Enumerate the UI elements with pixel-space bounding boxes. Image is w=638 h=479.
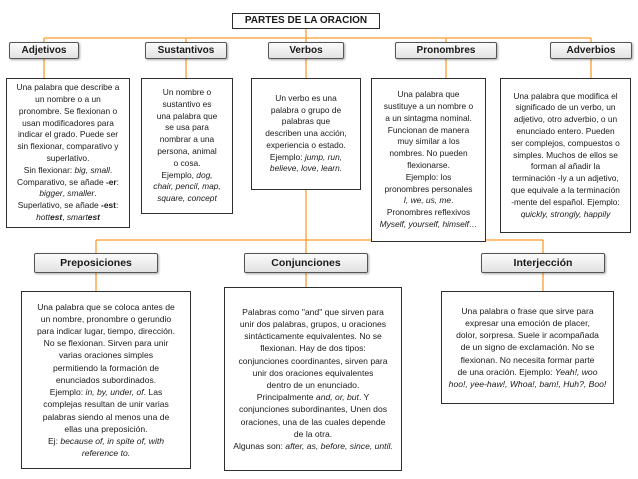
description-line (446, 305, 609, 317)
text-run: sustantivo es (162, 98, 212, 109)
text-run: . (109, 164, 113, 175)
text-run: hott (36, 211, 51, 222)
category-interjeccion (481, 253, 605, 273)
text-run: Una palabra que se coloca antes de (37, 301, 175, 312)
description-line (376, 113, 481, 125)
category-adjetivos (9, 42, 79, 59)
text-run: est (87, 211, 100, 222)
description-line (229, 355, 397, 367)
text-run: because of, in spite of, with (60, 435, 165, 446)
description-line (376, 195, 481, 207)
category-adverbios (550, 42, 632, 59)
text-run: Ejemplo, (161, 169, 197, 180)
description-line (11, 129, 125, 141)
text-run: una palabra que (156, 110, 218, 121)
description-line (146, 87, 228, 99)
text-run: Comparativo, se añade (17, 176, 106, 187)
text-run: Una palabra que (397, 89, 460, 100)
text-run: nombrar a una (159, 134, 215, 145)
description-line (146, 134, 228, 146)
category-label: Sustantivos (157, 45, 215, 56)
category-label: Verbos (289, 45, 323, 56)
text-run: -mente del español. Ejemplo: (511, 196, 620, 207)
description-line (229, 440, 397, 452)
text-run: expresar una emoción de placer, (465, 317, 590, 328)
text-run: Ej: (47, 435, 61, 446)
text-run: Ejemplo: los (405, 171, 452, 182)
text-run: Yeah!, woo (554, 366, 598, 377)
description-line (505, 114, 626, 126)
description-line (146, 99, 228, 111)
category-label: Conjunciones (271, 257, 341, 269)
description-line (11, 212, 125, 224)
text-run: Superlativo, se añade (17, 200, 102, 211)
text-run: Palabras como "and" que sirven para (242, 306, 384, 317)
diagram-title-text: PARTES DE LA ORACION (244, 15, 368, 26)
category-preposiciones (34, 253, 158, 273)
description-adjetivos (6, 78, 130, 228)
description-line (505, 102, 626, 114)
category-verbos (268, 42, 344, 59)
text-run: a un sintagma nominal. (385, 112, 472, 123)
text-run: -est (101, 200, 116, 211)
text-run: unir dos palabras, grupos, u oraciones (239, 318, 387, 329)
description-line (376, 160, 481, 172)
text-run: flexionan. Hay de dos tipos: (260, 343, 366, 354)
description-line (26, 374, 186, 386)
description-line (446, 378, 609, 390)
text-run: , (62, 188, 68, 199)
description-preposiciones (21, 291, 191, 469)
description-line (11, 94, 125, 106)
text-run: conjunciones subordinantes, Unen dos (238, 404, 388, 415)
description-line (11, 188, 125, 200)
text-run: se usa para (165, 122, 209, 133)
description-line (376, 101, 481, 113)
text-run: : (116, 176, 119, 187)
text-run: Una palabra o frase que sirve para (461, 305, 594, 316)
text-run: usan modificadores para (22, 117, 114, 128)
category-conjunciones (244, 253, 368, 273)
description-line (256, 152, 356, 164)
text-run: Un verbo es una (275, 92, 337, 103)
description-pronombres (371, 78, 486, 242)
description-line (26, 386, 186, 398)
description-line (376, 172, 481, 184)
text-run: smaller (67, 188, 95, 199)
description-line (229, 342, 397, 354)
text-run: Funcionan de manera (387, 124, 470, 135)
text-run: complejas resultan de unir varias (43, 399, 169, 410)
description-line (229, 391, 397, 403)
text-run: que equivale a la terminación (511, 184, 620, 195)
text-run: permitiendo la formación de (52, 362, 160, 373)
description-sustantivos (141, 78, 233, 214)
description-line (26, 423, 186, 435)
description-line (256, 105, 356, 117)
text-run: pronombres personales (384, 183, 473, 194)
text-run: dolor, sorpresa. Suele ir acompañada (456, 330, 599, 341)
description-conjunciones (224, 287, 402, 471)
description-line (26, 447, 186, 459)
description-line (26, 362, 186, 374)
text-run: quickly, strongly, happily (520, 208, 611, 219)
text-run: big, small (74, 164, 110, 175)
description-line (11, 106, 125, 118)
description-line (256, 116, 356, 128)
text-run: nombres. No pueden (389, 148, 468, 159)
description-line (229, 403, 397, 415)
text-run: forman al añadir la (530, 161, 601, 172)
description-line (229, 367, 397, 379)
description-line (256, 163, 356, 175)
text-run: de un signo de exclamación. No se (460, 342, 595, 353)
description-line (26, 325, 186, 337)
description-line (146, 158, 228, 170)
text-run: after, as, before, since, until. (285, 441, 393, 452)
text-run: Un nombre o (162, 87, 212, 98)
text-run: simples. Muchos de ellos se (513, 149, 618, 160)
text-run: o cosa. (173, 157, 201, 168)
description-line (229, 416, 397, 428)
description-line (11, 153, 125, 165)
diagram-title (232, 13, 380, 29)
text-run: reference to. (81, 448, 131, 459)
text-run: Principalmente (256, 392, 316, 403)
description-line (505, 161, 626, 173)
description-line (446, 317, 609, 329)
description-line (256, 128, 356, 140)
description-line (505, 138, 626, 150)
description-line (11, 141, 125, 153)
description-interjeccion (441, 291, 614, 404)
description-line (376, 207, 481, 219)
description-line (376, 219, 481, 231)
text-run: ellas una preposición. (64, 423, 148, 434)
description-line (229, 318, 397, 330)
text-run: chair, pencil, map, (153, 181, 221, 192)
text-run: de una oración. Ejemplo: (457, 366, 555, 377)
description-line (376, 184, 481, 196)
text-run: palabra o grupo de (270, 104, 342, 115)
description-line (146, 146, 228, 158)
text-run: smart (66, 211, 88, 222)
description-line (229, 428, 397, 440)
text-run: palabras que (281, 116, 331, 127)
category-pronombres (395, 42, 497, 59)
text-run: believe, love, learn. (269, 163, 343, 174)
text-run: significado de un verbo, un (515, 102, 616, 113)
description-line (26, 337, 186, 349)
category-label: Interjección (513, 257, 573, 269)
text-run: enunciados subordinados. (55, 374, 157, 385)
text-run: de la otra. (293, 428, 333, 439)
description-line (11, 165, 125, 177)
text-run: . (94, 188, 97, 199)
text-run: . (451, 195, 454, 206)
category-label: Adjetivos (21, 45, 67, 56)
description-adverbios (500, 78, 631, 233)
description-line (256, 93, 356, 105)
text-run: Ejemplo: (269, 151, 305, 162)
description-verbos (251, 78, 361, 190)
text-run: describen una acción, (265, 128, 347, 139)
description-line (446, 341, 609, 353)
description-line (505, 197, 626, 209)
description-line (26, 411, 186, 423)
text-run: in, by, under, of (85, 387, 144, 398)
description-line (26, 313, 186, 325)
category-label: Pronombres (416, 45, 476, 56)
text-run: varias oraciones simples (58, 350, 154, 361)
text-run: Pronombres reflexivos (386, 207, 471, 218)
category-sustantivos (145, 42, 227, 59)
text-run: -er (105, 176, 117, 187)
text-run: sintácticamente equivalentes. No se (244, 331, 382, 342)
text-run: : (115, 200, 119, 211)
description-line (11, 200, 125, 212)
text-run: and, or, but (315, 392, 359, 403)
description-line (26, 398, 186, 410)
description-line (505, 173, 626, 185)
text-run: Algunas son: (233, 441, 286, 452)
text-run: unir dos oraciones equivalentes (252, 367, 374, 378)
text-run: persona, animal (157, 146, 217, 156)
text-run: indicar el grado. Puede ser (17, 129, 119, 140)
description-line (146, 111, 228, 123)
text-run: palabras siendo al menos una de (42, 411, 170, 422)
description-line (446, 329, 609, 341)
description-line (11, 118, 125, 130)
text-run: ser complejos, compuestos o (511, 137, 620, 148)
description-line (146, 122, 228, 134)
text-run: flexionan. No necesita formar parte (460, 354, 595, 365)
text-run: para indicar lugar, tiempo, dirección. (36, 326, 176, 337)
description-line (505, 150, 626, 162)
text-run: , (62, 211, 67, 222)
text-run: terminación -ly a un adjetivo, (512, 173, 619, 184)
text-run: adjetivo, otro adverbio, o un (513, 114, 618, 125)
category-label: Adverbios (566, 45, 616, 56)
description-line (446, 354, 609, 366)
text-run: Ejemplo: (49, 387, 86, 398)
description-line (11, 177, 125, 189)
text-run: I, we, us, me (403, 195, 452, 206)
text-run: hoo!, yee-haw!, Whoa!, bam!, Huh?, Boo! (448, 379, 607, 389)
description-line (26, 349, 186, 361)
description-line (229, 330, 397, 342)
description-line (26, 435, 186, 447)
text-run: pronombre. Se flexionan o (18, 105, 118, 116)
text-run: est (50, 211, 63, 222)
text-run: bigger (39, 188, 63, 199)
description-line (376, 136, 481, 148)
text-run: sustituye a un nombre o (383, 101, 474, 112)
description-line (376, 148, 481, 160)
text-run: No se flexionan. Sirven para unir (43, 338, 169, 349)
description-line (11, 82, 125, 94)
category-label: Preposiciones (60, 257, 132, 269)
text-run: dog, (196, 169, 213, 180)
text-run: Sin flexionar: (23, 164, 75, 175)
text-run: dentro de un enunciado. (266, 380, 360, 390)
text-run: Myself, yourself, himself… (379, 218, 478, 229)
text-run: Una palabra que describe a (16, 82, 120, 93)
text-run: jump, run, (304, 151, 343, 162)
text-run: un nombre, pronombre o gerundio (40, 313, 172, 324)
text-run: sin flexionar, comparativo y (17, 141, 119, 152)
text-run: Una palabra que modifica el (513, 90, 618, 101)
description-line (229, 306, 397, 318)
text-run: un nombre o a un (35, 94, 101, 105)
description-line (376, 125, 481, 137)
text-run: . Las (143, 387, 163, 398)
description-line (229, 379, 397, 391)
description-line (505, 91, 626, 103)
description-line (146, 170, 228, 182)
description-line (446, 366, 609, 378)
text-run: muy similar a los (397, 136, 460, 147)
description-line (376, 89, 481, 101)
text-run: . Y (358, 392, 370, 403)
description-line (256, 140, 356, 152)
description-line (505, 126, 626, 138)
text-run: experiencia o estado. (266, 139, 346, 150)
text-run: conjunciones coordinantes, sirven para (238, 355, 388, 366)
description-line (505, 185, 626, 197)
description-line (146, 193, 228, 205)
description-line (146, 181, 228, 193)
description-line (505, 209, 626, 221)
text-run: square, concept (157, 193, 217, 204)
text-run: superlativo. (46, 153, 90, 163)
text-run: enunciado entero. Pueden (516, 126, 615, 136)
description-line (26, 301, 186, 313)
text-run: oraciones, una de las cuales depende (240, 416, 386, 427)
text-run: flexionarse. (407, 160, 450, 170)
